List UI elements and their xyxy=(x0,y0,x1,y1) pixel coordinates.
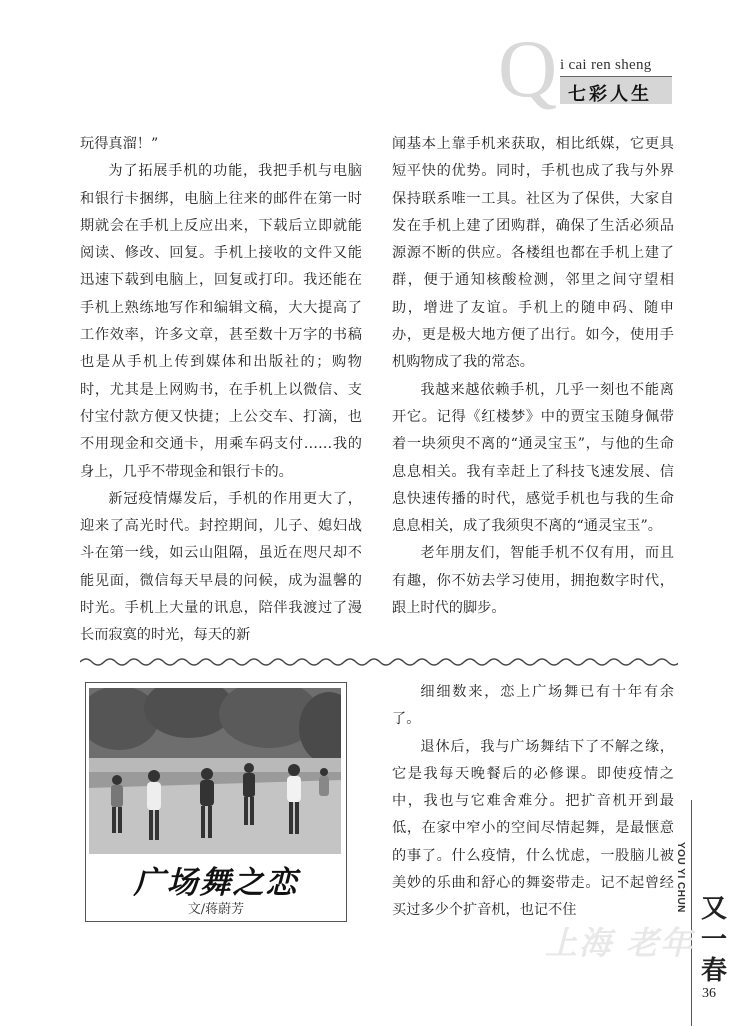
page-number: 36 xyxy=(702,986,716,1001)
paragraph: 老年朋友们，智能手机不仅有用，而且有趣，你不妨去学习使用，拥抱数字时代，跟上时代的脚步。 xyxy=(392,545,674,617)
paragraph: 新冠疫情爆发后，手机的作用更大了，迎来了高光时代。封控期间，儿子、媳妇战斗在第一线，如云山阻隔，虽近在咫尺却不能见面，微信每天早晨的问候，成为温馨的时光。手机上大量的讯息，陪伴我渡过了漫长而寂寞的时光，每天的新 xyxy=(80,490,362,644)
article-column-left xyxy=(80,131,362,650)
paragraph: 为了拓展手机的功能，我把手机与电脑和银行卡捆绑，电脑上往来的邮件在第一时期就会在手机上反应出来，下载后立即就能阅读、修改、回复。手机上接收的文件又能迅速下载到电脑上，回复或打印。我还能在手机上熟练地写作和编辑文稿，大大提高了工作效率，许多文章，甚至数十万字的书稿也是从手机上传到媒体和出版社的；购物时，尤其是上网购书，在手机上以微信、支付宝付款方便又快捷；上公交车、打滴，也不用现金和交通卡，用乘车码支付……我的身上，几乎不带现金和银行卡的。 xyxy=(80,163,362,480)
section-title: 七彩人生 xyxy=(568,84,652,105)
article-author: 文/蒋蔚芳 xyxy=(187,902,245,917)
section-pinyin: i cai ren sheng xyxy=(560,57,652,73)
wave-divider xyxy=(80,656,678,668)
paragraph: 细细数来，恋上广场舞已有十年有余了。 xyxy=(392,684,674,728)
magazine-pinyin-vertical: YOU YI CHUN xyxy=(675,842,686,913)
section-logo-letter: Q xyxy=(498,23,558,114)
article-title: 广场舞之恋 xyxy=(133,865,299,901)
paragraph: 我越来越依赖手机，几乎一刻也不能离开它。记得《红楼梦》中的贾宝玉随身佩带着一块须臾不离的“通灵宝玉”，与他的生命息息相关。我有幸赶上了科技飞速发展、信息快速传播的时代，感觉手机也与我的生命息息相关，成了我须臾不离的“通灵宝玉”。 xyxy=(392,381,674,535)
margin-rule xyxy=(691,800,692,1026)
paragraph: 退休后，我与广场舞结下了不解之缘，它是我每天晚餐后的必修课。即使疫情之中，我也与它难舍难分。把扩音机开到最低，在家中窄小的空间尽情起舞，是最惬意的事了。什么疫情，什么忧虑，一股脑儿被美妙的乐曲和舒心的舞姿带走。记不起曾经买过多少个扩音机，也记不住 xyxy=(392,738,674,919)
paragraph: 玩得真溜！” xyxy=(80,136,159,152)
watermark: 上海 老年 xyxy=(545,924,695,962)
article-column-right xyxy=(392,131,674,622)
square-dance-photo xyxy=(89,688,341,854)
magazine-name-vertical: 又一春 xyxy=(700,894,727,986)
article-column-right-lower xyxy=(392,679,674,925)
paragraph: 闻基本上靠手机来获取，相比纸媒，它更具短平快的优势。同时，手机也成了我与外界保持联系唯一工具。社区为了保供，大家自发在手机上建了团购群，确保了生活必须品源源不断的供应。各楼组也都在手机上建了群，便于通知核酸检测，邻里之间守望相助，增进了友谊。手机上的随申码、随申办，更是极大地方便了出行。如今，使用手机购物成了我的常态。 xyxy=(392,136,674,371)
